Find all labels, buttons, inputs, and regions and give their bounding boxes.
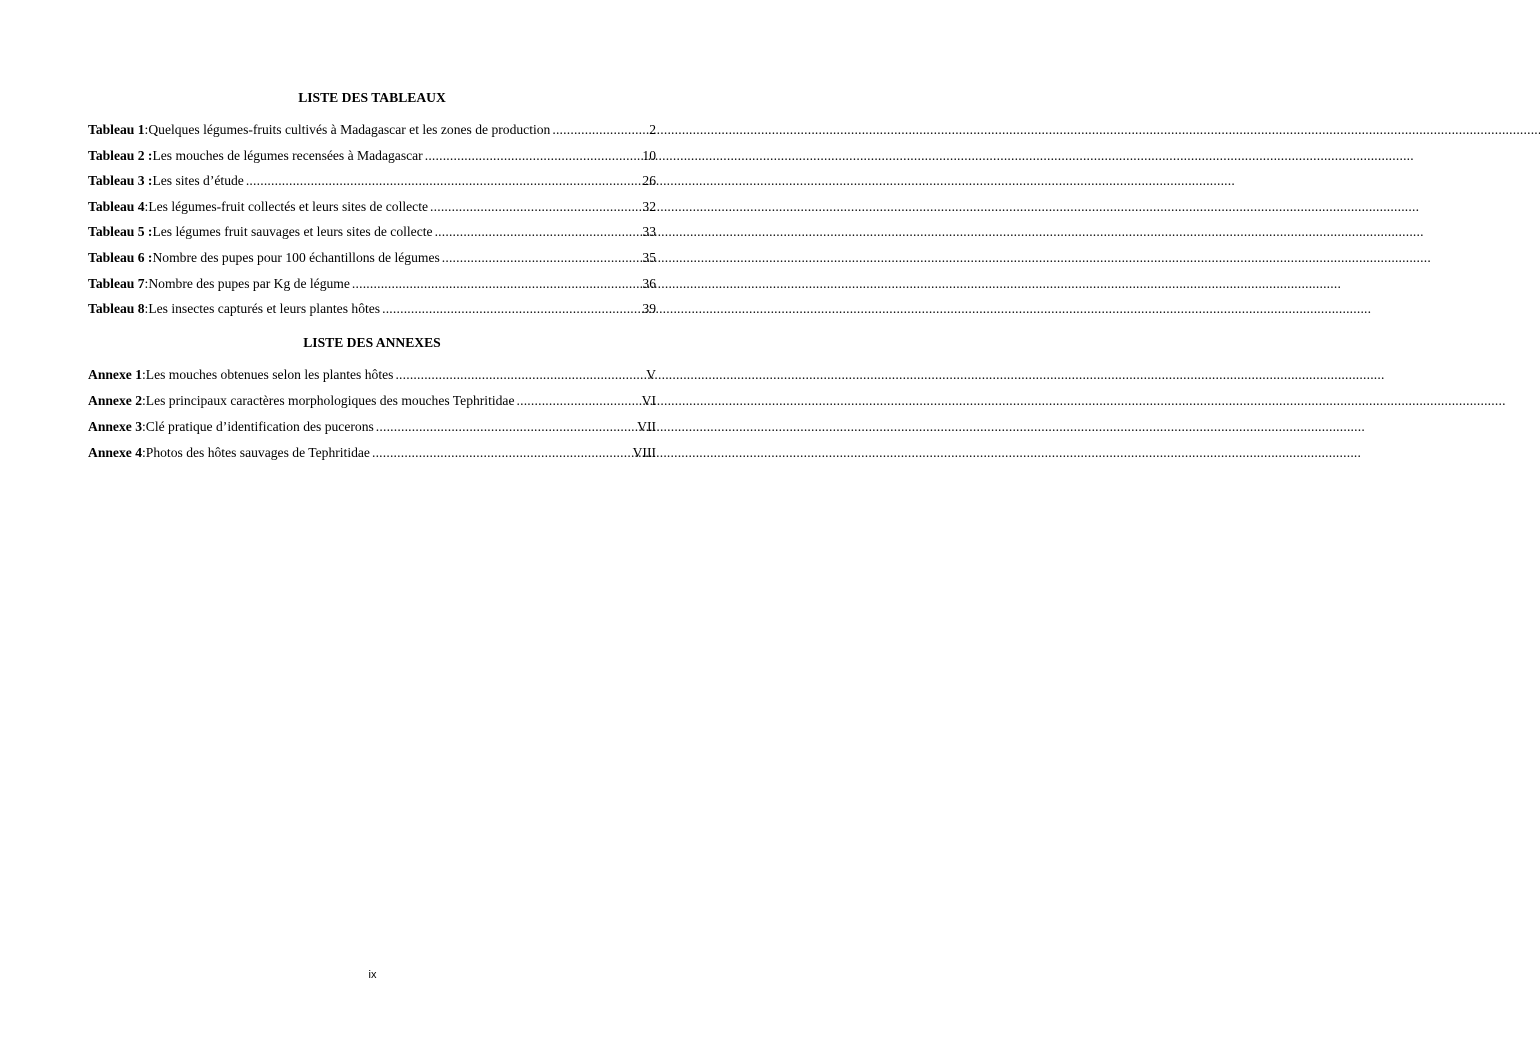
entry-title: Les insectes capturés et leurs plantes hôtes: [148, 301, 381, 317]
entry-title: Les légumes-fruit collectés et leurs sites de collecte: [148, 198, 429, 214]
entry-label: Tableau 5 :: [88, 224, 153, 240]
entry-label: Annexe 1: [88, 367, 142, 382]
entry-title: Nombre des pupes pour 100 échantillons de légumes: [152, 249, 440, 265]
entry-label: Tableau 8: [88, 301, 145, 317]
dot-leader: [246, 172, 641, 190]
dot-leader: [552, 121, 647, 139]
dot-leader: [372, 444, 631, 462]
entry-label: Annexe 4: [88, 445, 142, 460]
entry-page: VII: [637, 419, 656, 434]
entry-page: VIII: [632, 445, 656, 460]
annexes-list: [88, 366, 656, 470]
dot-leader: [430, 198, 640, 216]
entry-label: Tableau 6 :: [88, 249, 153, 265]
entry-page: 32: [642, 198, 656, 214]
dot-leader: [517, 392, 640, 410]
entry-separator: :: [144, 122, 149, 137]
page-number: ix: [368, 969, 377, 981]
toc-entry-table-3: [88, 172, 656, 198]
toc-entry-annex-1: [88, 366, 656, 392]
entry-label: Tableau 3 :: [88, 173, 153, 189]
entry-page: 10: [642, 147, 656, 163]
dot-leader: [352, 275, 640, 293]
toc-entry-table-7: [88, 275, 656, 301]
toc-entry-table-4: [88, 198, 656, 224]
entry-page: 36: [642, 275, 656, 291]
entry-title: Photos des hôtes sauvages de Tephritidae: [145, 445, 370, 460]
dot-leader: [395, 366, 644, 384]
entry-title: Les légumes fruit sauvages et leurs sites de collecte: [152, 224, 433, 240]
tables-list: [88, 121, 656, 326]
toc-entry-table-8: [88, 300, 656, 326]
dot-leader: [435, 223, 641, 241]
entry-label: Annexe 2: [88, 393, 142, 408]
entry-page: 35: [642, 249, 656, 265]
entry-title: Clé pratique d’identification des pucerons: [145, 419, 374, 434]
entry-page: VI: [641, 393, 656, 408]
entry-label: Tableau 7: [88, 275, 145, 291]
entry-title: Nombre des pupes par Kg de légume: [148, 275, 350, 291]
toc-entry-table-6: [88, 249, 656, 275]
entry-separator: :: [142, 367, 146, 382]
tables-heading: LISTE DES TABLEAUX: [298, 90, 446, 105]
entry-page: V: [646, 367, 656, 382]
entry-separator: :: [142, 393, 146, 408]
dot-leader: [376, 418, 635, 436]
toc-entry-table-2: [88, 147, 656, 173]
entry-page: 39: [642, 301, 656, 317]
toc-entry-table-5: [88, 223, 656, 249]
entry-separator: :: [144, 275, 149, 291]
dot-leader: [442, 249, 641, 267]
entry-separator: :: [144, 301, 149, 317]
entry-title: Quelques légumes-fruits cultivés à Madagascar et les zones de production: [148, 122, 551, 137]
entry-label: Annexe 3: [88, 419, 142, 434]
toc-entry-annex-2: [88, 392, 656, 418]
entry-page: 26: [642, 173, 656, 189]
dot-leader: [382, 300, 640, 318]
entry-label: Tableau 4: [88, 198, 145, 214]
entry-separator: :: [144, 198, 149, 214]
entry-separator: :: [142, 419, 146, 434]
annexes-heading: LISTE DES ANNEXES: [303, 335, 441, 350]
toc-entry-annex-3: [88, 418, 656, 444]
entry-title: Les mouches obtenues selon les plantes hôtes: [145, 367, 394, 382]
entry-title: Les mouches de légumes recensées à Madagascar: [152, 147, 423, 163]
entry-title: Les principaux caractères morphologiques des mouches Tephritidae: [145, 393, 515, 408]
entry-title: Les sites d’étude: [152, 173, 244, 189]
toc-entry-table-1: [88, 121, 656, 147]
dot-leader: [425, 147, 641, 165]
entry-separator: :: [142, 445, 146, 460]
entry-page: 33: [642, 224, 656, 240]
toc-entry-annex-4: [88, 444, 656, 470]
document-page: [0, 0, 745, 1053]
entry-label: Tableau 1: [88, 122, 145, 137]
entry-page: 2: [649, 122, 656, 137]
entry-label: Tableau 2 :: [88, 147, 153, 163]
